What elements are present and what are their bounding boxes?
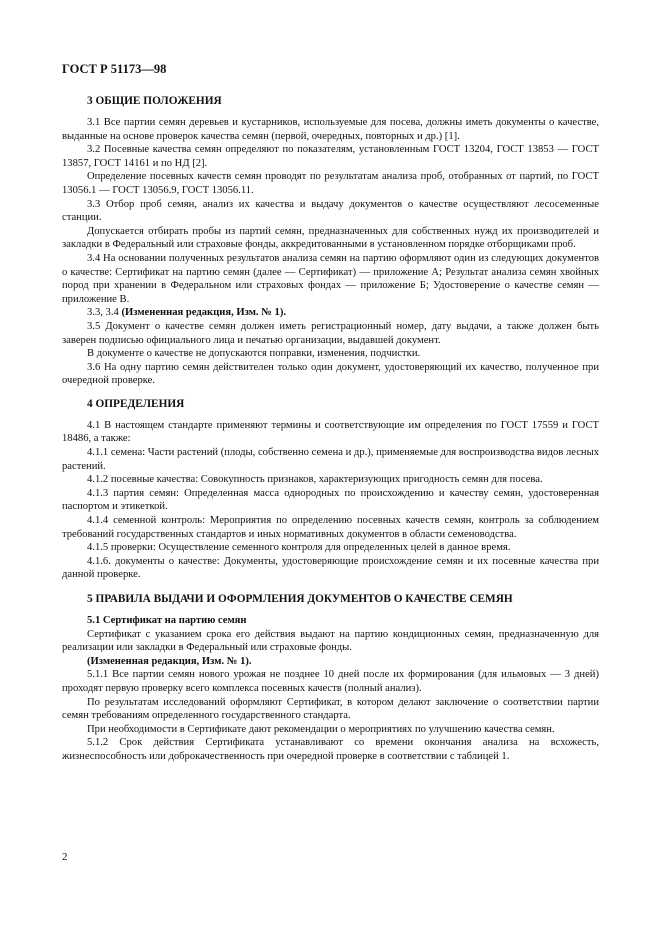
paragraph: В документе о качестве не допускаются поправки, изменения, подчистки. <box>87 348 421 360</box>
paragraph: 4.1.2 посевные качества: Совокупность признаков, характеризующих пригодность семян для посева. <box>87 474 543 486</box>
paragraph: Определение посевных качеств семян проводят по результатам анализа проб, отобранных от партий, по ГОСТ 13056.1 — ГОСТ 13056.9, ГОСТ 13056.11. <box>62 171 599 196</box>
paragraph: 5.1.2 Срок действия Сертификата устанавливают со времени окончания анализа на всхожесть, жизнеспособность или доброкачественность при очередной проверке в соответствии с таблицей 1. <box>62 737 599 762</box>
paragraph: 4.1.1 семена: Части растений (плоды, собственно семена и др.), применяемые для воспроизводства видов лесных растений. <box>62 447 599 472</box>
paragraph: 4.1 В настоящем стандарте применяют термины и соответствующие им определения по ГОСТ 17559 и ГОСТ 18486, а также: <box>62 419 599 445</box>
paragraph: 4.1.4 семенной контроль: Мероприятия по определению посевных качеств семян, контроль за соблюдением требований государственных стандартов и иных нормативных документов в области семеноводства. <box>62 515 599 540</box>
section-5-title: 5 ПРАВИЛА ВЫДАЧИ И ОФОРМЛЕНИЯ ДОКУМЕНТОВ О КАЧЕСТВЕ СЕМЯН <box>87 593 513 605</box>
paragraph: 3.4 На основании полученных результатов анализа семян на партию оформляют один из следующих документов о качестве: Сертификат на партию семян (далее — Сертификат) — приложение А; Результат анализа семян хвойных пород при хранении в Федеральном или страховых фондах — приложение Б; Удостоверение о качестве семян — приложение В. <box>62 252 599 305</box>
amendment-note <box>62 306 599 320</box>
amendment-label: (Измененная редакция, Изм. № 1). <box>87 655 252 667</box>
subsection-5-1-title: 5.1 Сертификат на партию семян <box>87 615 247 626</box>
paragraph: 4.1.5 проверки: Осуществление семенного контроля для определенных целей в данное время. <box>87 542 511 554</box>
paragraph: По результатам исследований оформляют Сертификат, в котором делают заключение о соответствии партии семян требованиям определенного государственного стандарта. <box>62 696 599 722</box>
paragraph: Сертификат с указанием срока его действия выдают на партию кондиционных семян, предназначенную для реализации или закладки в Федеральный или страховые фонды. <box>62 628 599 654</box>
paragraph: 3.3 Отбор проб семян, анализ их качества и выдачу документов о качестве осуществляют лесосеменные станции. <box>62 198 599 224</box>
paragraph: 3.2 Посевные качества семян определяют по показателям, установленным ГОСТ 13204, ГОСТ 13853 — ГОСТ 13857, ГОСТ 14161 и по НД [2]. <box>62 144 599 169</box>
paragraph: При необходимости в Сертификате дают рекомендации о мероприятиях по улучшению качества семян. <box>87 723 555 735</box>
paragraph: 3.5 Документ о качестве семян должен иметь регистрационный номер, дату выдачи, а также должен быть заверен подписью официального лица и печатью организации, выдавшей документ. <box>62 320 599 346</box>
section-3-title: 3 ОБЩИЕ ПОЛОЖЕНИЯ <box>87 95 222 107</box>
page-number: 2 <box>62 851 68 863</box>
paragraph: Допускается отбирать пробы из партий семян, предназначенных для собственных нужд их производителей и закладки в Федеральный или страховые фонды, аккредитованными в установленном порядке отборщиками проб. <box>62 225 599 251</box>
section-4-title: 4 ОПРЕДЕЛЕНИЯ <box>87 397 185 410</box>
paragraph: 3.6 На одну партию семян действителен только один документ, удостоверяющий их качество, полученное при очередной проверке. <box>62 361 599 387</box>
paragraph: 4.1.3 партия семян: Определенная масса однородных по происхождению и качеству семян, удостоверенная паспортом и этикеткой. <box>62 487 599 513</box>
amendment-clauses: 3.3, 3.4 <box>87 307 122 319</box>
paragraph: 3.1 Все партии семян деревьев и кустарников, используемые для посева, должны иметь документы о качестве, выданные на основе проверок качества семян (первой, очередных, повторных и др.) [1]. <box>62 117 599 142</box>
paragraph: 5.1.1 Все партии семян нового урожая не позднее 10 дней после их формирования (для ильмовых — 3 дней) проходят первую проверку всего комплекса посевных качеств (полный анализ). <box>62 669 599 694</box>
document-code-header: ГОСТ Р 51173—98 <box>62 62 167 76</box>
paragraph: 4.1.6. документы о качестве: Документы, удостоверяющие происхождение семян и их посевные качества при данной проверке. <box>62 555 599 581</box>
page-content <box>62 94 599 764</box>
amendment-label: (Измененная редакция, Изм. № 1). <box>121 307 286 319</box>
